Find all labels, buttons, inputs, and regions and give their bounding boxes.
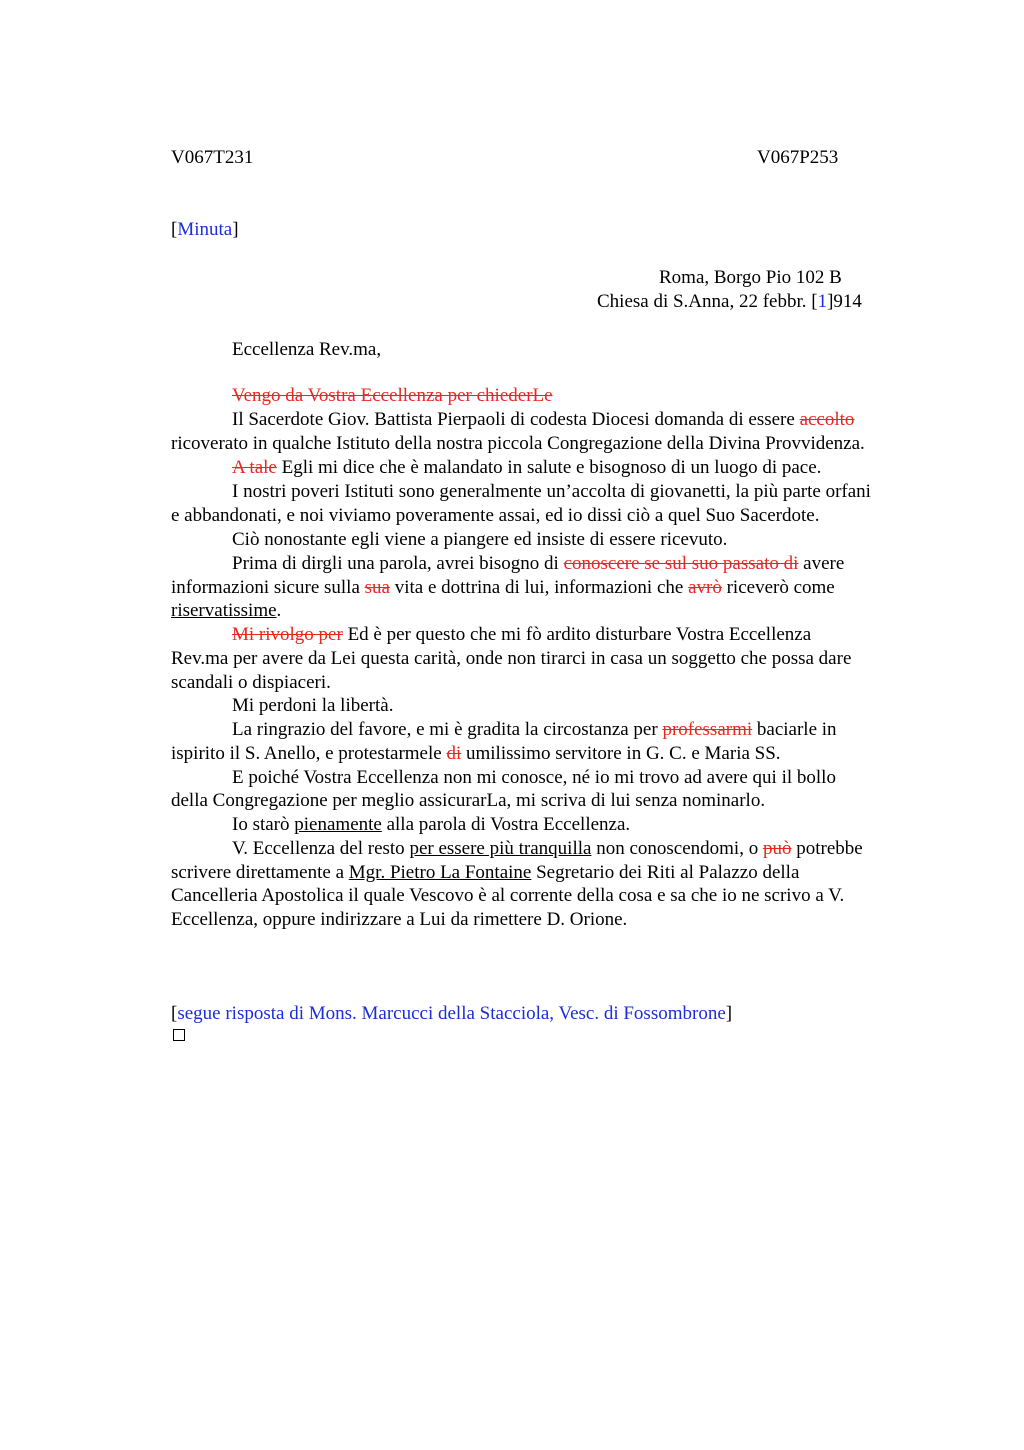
underlined-text: per essere più tranquilla — [409, 838, 592, 859]
body-line — [232, 456, 821, 480]
body-line: della Congregazione per meglio assicurarLa, mi scriva di lui senza nominarlo. — [171, 790, 766, 811]
bracket-close: ] — [725, 1003, 733, 1024]
body-line — [232, 552, 844, 576]
body-line — [232, 623, 811, 647]
line-text: ispirito il S. Anello, e protestarmele — [171, 743, 447, 764]
body-line — [232, 408, 854, 432]
line-text: Il Sacerdote Giov. Battista Pierpaoli di codesta Diocesi domanda di essere — [232, 409, 800, 430]
body-line: scandali o dispiaceri. — [171, 672, 331, 693]
line-text: avere — [798, 553, 845, 574]
body-line: e abbandonati, e noi viviamo poveramente assai, ed io dissi ciò a quel Suo Sacerdote. — [171, 505, 820, 526]
deleted-text: conoscere se sul suo passato di — [563, 553, 799, 574]
body-line: Eccellenza, oppure indirizzare a Lui da rimettere D. Orione. — [171, 909, 628, 930]
document-code-right: V067P253 — [757, 147, 839, 168]
bracket-close: ] — [232, 219, 239, 240]
line-text: umilissimo servitore in G. C. e Maria SS. — [461, 743, 781, 764]
line-text: scrivere direttamente a — [171, 862, 349, 883]
body-line: ricoverato in qualche Istituto della nostra piccola Congregazione della Divina Provvidenza. — [171, 433, 865, 454]
body-line: I nostri poveri Istituti sono generalmente un’accolta di giovanetti, la più parte orfani — [232, 481, 871, 502]
deleted-text: accolto — [799, 409, 855, 430]
underlined-text: riservatissime — [171, 600, 277, 621]
line-text: informazioni sicure sulla — [171, 577, 365, 598]
body-line — [171, 576, 835, 600]
line-text: non conoscendomi, o — [591, 838, 763, 859]
body-line: Ciò nonostante egli viene a piangere ed insiste di essere ricevuto. — [232, 529, 728, 550]
line-text: riceverò come — [721, 577, 835, 598]
date-editorial-digit: 1 — [817, 291, 828, 312]
body-line — [171, 742, 781, 766]
deleted-text: sua — [364, 577, 390, 598]
date-year: ]914 — [827, 291, 862, 312]
line-text: baciarle in — [752, 719, 837, 740]
body-line — [171, 861, 799, 885]
footer-note-text: segue risposta di Mons. Marcucci della Stacciola, Vesc. di Fossombrone — [177, 1003, 726, 1024]
date-line — [597, 290, 862, 314]
salutation: Eccellenza Rev.ma, — [232, 339, 382, 360]
deleted-text: Vengo da Vostra Eccellenza per chiederLe — [232, 385, 553, 406]
body-line: Mi perdoni la libertà. — [232, 695, 394, 716]
empty-square-icon — [173, 1029, 185, 1041]
place-line: Roma, Borgo Pio 102 B — [659, 267, 842, 288]
footer-note — [171, 1002, 732, 1026]
deleted-text: professarmi — [662, 719, 753, 740]
minuta-note — [171, 218, 239, 242]
body-line: Rev.ma per avere da Lei questa carità, onde non tirarci in casa un soggetto che possa dare — [171, 648, 852, 669]
line-text: vita e dottrina di lui, informazioni che — [389, 577, 689, 598]
deleted-text: Mi rivolgo per — [232, 624, 343, 645]
line-text: Egli mi dice che è malandato in salute e bisognoso di un luogo di pace. — [276, 457, 822, 478]
deleted-text: può — [762, 838, 792, 859]
body-line — [171, 599, 281, 623]
deleted-text: A tale — [232, 457, 277, 478]
bracket-open: [ — [171, 219, 178, 240]
line-text: Segretario dei Riti al Palazzo della — [531, 862, 800, 883]
line-text: La ringrazio del favore, e mi è gradita la circostanza per — [232, 719, 663, 740]
body-line — [232, 837, 863, 861]
underlined-text: Mgr. Pietro La Fontaine — [348, 862, 532, 883]
line-text: potrebbe — [791, 838, 863, 859]
line-text: V. Eccellenza del resto — [232, 838, 410, 859]
body-line — [232, 813, 630, 837]
document-code-left: V067T231 — [171, 147, 254, 168]
date-text: Chiesa di S.Anna, 22 febbr. [ — [597, 291, 818, 312]
body-line — [232, 384, 553, 408]
bracket-open: [ — [171, 1003, 178, 1024]
underlined-text: pienamente — [294, 814, 382, 835]
line-text: Ed è per questo che mi fò ardito disturbare Vostra Eccellenza — [342, 624, 812, 645]
line-text: . — [276, 600, 282, 621]
deleted-text: di — [446, 743, 462, 764]
body-line: Cancelleria Apostolica il quale Vescovo è al corrente della cosa e sa che io ne scrivo a V. — [171, 885, 845, 906]
minuta-label: Minuta — [177, 219, 233, 240]
line-text: alla parola di Vostra Eccellenza. — [381, 814, 631, 835]
line-text: Prima di dirgli una parola, avrei bisogno di — [232, 553, 564, 574]
line-text: Io starò — [232, 814, 295, 835]
deleted-text: avrò — [688, 577, 722, 598]
body-line: E poiché Vostra Eccellenza non mi conosce, né io mi trovo ad avere qui il bollo — [232, 767, 836, 788]
body-line — [232, 718, 837, 742]
